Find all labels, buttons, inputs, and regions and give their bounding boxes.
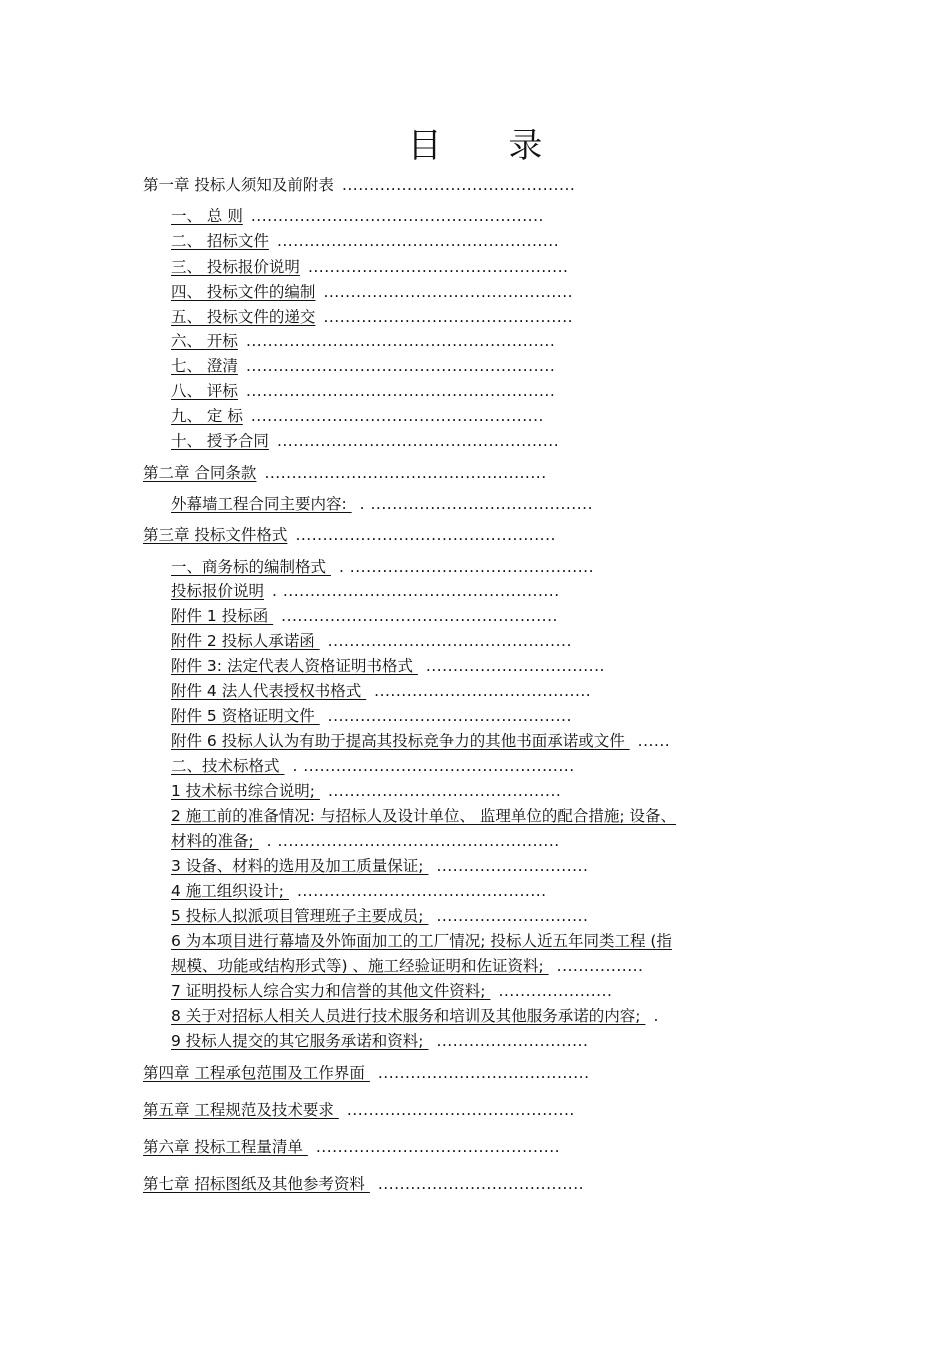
toc-item[interactable] bbox=[171, 855, 588, 877]
toc-item[interactable] bbox=[171, 705, 572, 727]
toc-leader: ......................................................... bbox=[245, 382, 556, 400]
toc-label: 第三章 投标文件格式 bbox=[143, 526, 288, 544]
toc-item[interactable] bbox=[171, 980, 612, 1002]
toc-label: 第四章 工程承包范围及工作界面 bbox=[143, 1064, 370, 1082]
toc-leader: ......................................................... bbox=[245, 357, 556, 375]
toc-label: 投标报价说明 bbox=[171, 582, 265, 600]
toc-leader: ...................................................... bbox=[250, 207, 544, 225]
toc-chapter-2[interactable] bbox=[143, 462, 547, 484]
toc-label: 五、 投标文件的递交 bbox=[171, 308, 316, 326]
toc-label: 1 技术标书综合说明; bbox=[171, 782, 320, 800]
toc-item[interactable] bbox=[171, 205, 544, 227]
toc-label: 8 关于对招标人相关人员进行技术服务和培训及其他服务承诺的内容; bbox=[171, 1007, 646, 1025]
toc-item[interactable] bbox=[171, 493, 593, 515]
toc-leader: ...................................... bbox=[377, 1175, 585, 1193]
toc-leader: ........................................... bbox=[341, 176, 576, 194]
toc-label: 第二章 合同条款 bbox=[143, 464, 257, 482]
toc-chapter-6[interactable] bbox=[143, 1136, 560, 1158]
toc-item[interactable] bbox=[171, 380, 555, 402]
toc-label: 3 设备、材料的选用及加工质量保证; bbox=[171, 857, 429, 875]
toc-label: 九、 定 标 bbox=[171, 407, 243, 425]
toc-item[interactable] bbox=[171, 755, 575, 777]
toc-item[interactable] bbox=[171, 905, 588, 927]
toc-leader: . .................................................... bbox=[266, 832, 560, 850]
toc-chapter-7[interactable] bbox=[143, 1173, 584, 1195]
toc-item[interactable] bbox=[171, 805, 684, 827]
toc-leader: ............................ bbox=[436, 1032, 589, 1050]
toc-leader: ...................................................... bbox=[250, 407, 544, 425]
toc-label: 二、 招标文件 bbox=[171, 232, 269, 250]
toc-item[interactable] bbox=[171, 230, 559, 252]
toc-item[interactable] bbox=[171, 655, 605, 677]
toc-label: 一、商务标的编制格式 bbox=[171, 558, 331, 576]
toc-item[interactable] bbox=[171, 556, 594, 578]
toc-label: 第七章 招标图纸及其他参考资料 bbox=[143, 1175, 370, 1193]
toc-item[interactable] bbox=[171, 730, 670, 752]
toc-leader: .................................................... bbox=[276, 432, 560, 450]
toc-label: 三、 投标报价说明 bbox=[171, 258, 300, 276]
toc-label: 第六章 投标工程量清单 bbox=[143, 1138, 308, 1156]
toc-item[interactable] bbox=[171, 1030, 588, 1052]
toc-label: 材料的准备; bbox=[171, 832, 259, 850]
toc-chapter-3[interactable] bbox=[143, 524, 556, 546]
toc-label: 5 投标人拟派项目管理班子主要成员; bbox=[171, 907, 429, 925]
page-title: 目 录 bbox=[407, 126, 571, 166]
toc-item[interactable] bbox=[171, 780, 561, 802]
toc-label: 附件 5 资格证明文件 bbox=[171, 707, 320, 725]
toc-label: 附件 6 投标人认为有助于提高其投标竞争力的其他书面承诺或文件 bbox=[171, 732, 630, 750]
toc-leader: ................................................... bbox=[281, 607, 558, 625]
toc-label: 附件 4 法人代表授权书格式 bbox=[171, 682, 367, 700]
toc-label: 十、 授予合同 bbox=[171, 432, 269, 450]
toc-label: 9 投标人提交的其它服务承诺和资料; bbox=[171, 1032, 429, 1050]
toc-chapter-1[interactable] bbox=[143, 174, 575, 196]
toc-item[interactable] bbox=[171, 830, 560, 852]
toc-label: 八、 评标 bbox=[171, 382, 238, 400]
toc-label: 第一章 投标人须知及前附表 bbox=[143, 176, 334, 194]
toc-label: 外幕墙工程合同主要内容: bbox=[171, 495, 352, 513]
toc-item[interactable] bbox=[171, 430, 559, 452]
toc-item[interactable] bbox=[171, 955, 643, 977]
toc-item[interactable] bbox=[171, 630, 572, 652]
toc-leader: .............................................. bbox=[323, 308, 574, 326]
toc-leader: ..................... bbox=[498, 982, 613, 1000]
toc-leader: .............................................. bbox=[323, 283, 574, 301]
toc-leader: ............................................. bbox=[315, 1138, 561, 1156]
toc-item[interactable] bbox=[171, 1005, 659, 1027]
toc-item[interactable] bbox=[171, 930, 680, 952]
toc-leader: ........................................ bbox=[374, 682, 592, 700]
toc-label: 4 施工组织设计; bbox=[171, 882, 289, 900]
toc-leader: ............................................. bbox=[327, 707, 572, 725]
toc-leader: ........................................... bbox=[327, 782, 562, 800]
toc-label: 第五章 工程规范及技术要求 bbox=[143, 1101, 339, 1119]
toc-item[interactable] bbox=[171, 880, 547, 902]
toc-item[interactable] bbox=[171, 355, 555, 377]
toc-leader: ................................................ bbox=[295, 526, 556, 544]
toc-leader: ....................................... bbox=[377, 1064, 590, 1082]
toc-label: 六、 开标 bbox=[171, 332, 238, 350]
toc-item[interactable] bbox=[171, 306, 573, 328]
toc-label: 一、 总 则 bbox=[171, 207, 243, 225]
toc-item[interactable] bbox=[171, 680, 591, 702]
toc-label: 二、技术标格式 bbox=[171, 757, 285, 775]
toc-leader: . bbox=[653, 1007, 659, 1025]
toc-label: 6 为本项目进行幕墙及外饰面加工的工厂情况; 投标人近五年同类工程 (指 bbox=[171, 932, 672, 950]
toc-leader: .................................................... bbox=[276, 232, 560, 250]
toc-item[interactable] bbox=[171, 330, 555, 352]
toc-chapter-4[interactable] bbox=[143, 1062, 590, 1084]
toc-leader: . ......................................... bbox=[359, 495, 594, 513]
toc-label: 7 证明投标人综合实力和信誉的其他文件资料; bbox=[171, 982, 491, 1000]
toc-label: 2 施工前的准备情况: 与招标人及设计单位、 监理单位的配合措施; 设备、 bbox=[171, 807, 677, 825]
toc-leader: ...... bbox=[637, 732, 671, 750]
toc-item[interactable] bbox=[171, 281, 573, 303]
toc-item[interactable] bbox=[171, 405, 544, 427]
toc-chapter-5[interactable] bbox=[143, 1099, 575, 1121]
toc-label: 附件 3: 法定代表人资格证明书格式 bbox=[171, 657, 418, 675]
toc-leader: ............................................. bbox=[327, 632, 572, 650]
toc-leader: ......................................................... bbox=[245, 332, 556, 350]
toc-label: 附件 2 投标人承诺函 bbox=[171, 632, 320, 650]
toc-label: 四、 投标文件的编制 bbox=[171, 283, 316, 301]
toc-leader: . ............................................. bbox=[338, 558, 595, 576]
toc-leader: ................................................ bbox=[307, 258, 569, 276]
toc-label: 七、 澄清 bbox=[171, 357, 238, 375]
toc-label: 规模、功能或结构形式等) 、施工经验证明和佐证资料; bbox=[171, 957, 549, 975]
toc-item[interactable] bbox=[171, 256, 568, 278]
toc-label: 附件 1 投标函 bbox=[171, 607, 274, 625]
toc-leader: .................................................... bbox=[264, 464, 547, 482]
toc-item[interactable] bbox=[171, 605, 558, 627]
toc-leader: . ................................................... bbox=[272, 582, 560, 600]
toc-leader: ............................ bbox=[436, 907, 589, 925]
toc-leader: .............................................. bbox=[296, 882, 547, 900]
toc-leader: .......................................... bbox=[346, 1101, 575, 1119]
toc-item[interactable] bbox=[171, 580, 560, 602]
toc-leader: ................ bbox=[556, 957, 644, 975]
toc-leader: . .................................................. bbox=[292, 757, 575, 775]
toc-leader: ............................ bbox=[436, 857, 589, 875]
toc-leader: ................................. bbox=[425, 657, 605, 675]
